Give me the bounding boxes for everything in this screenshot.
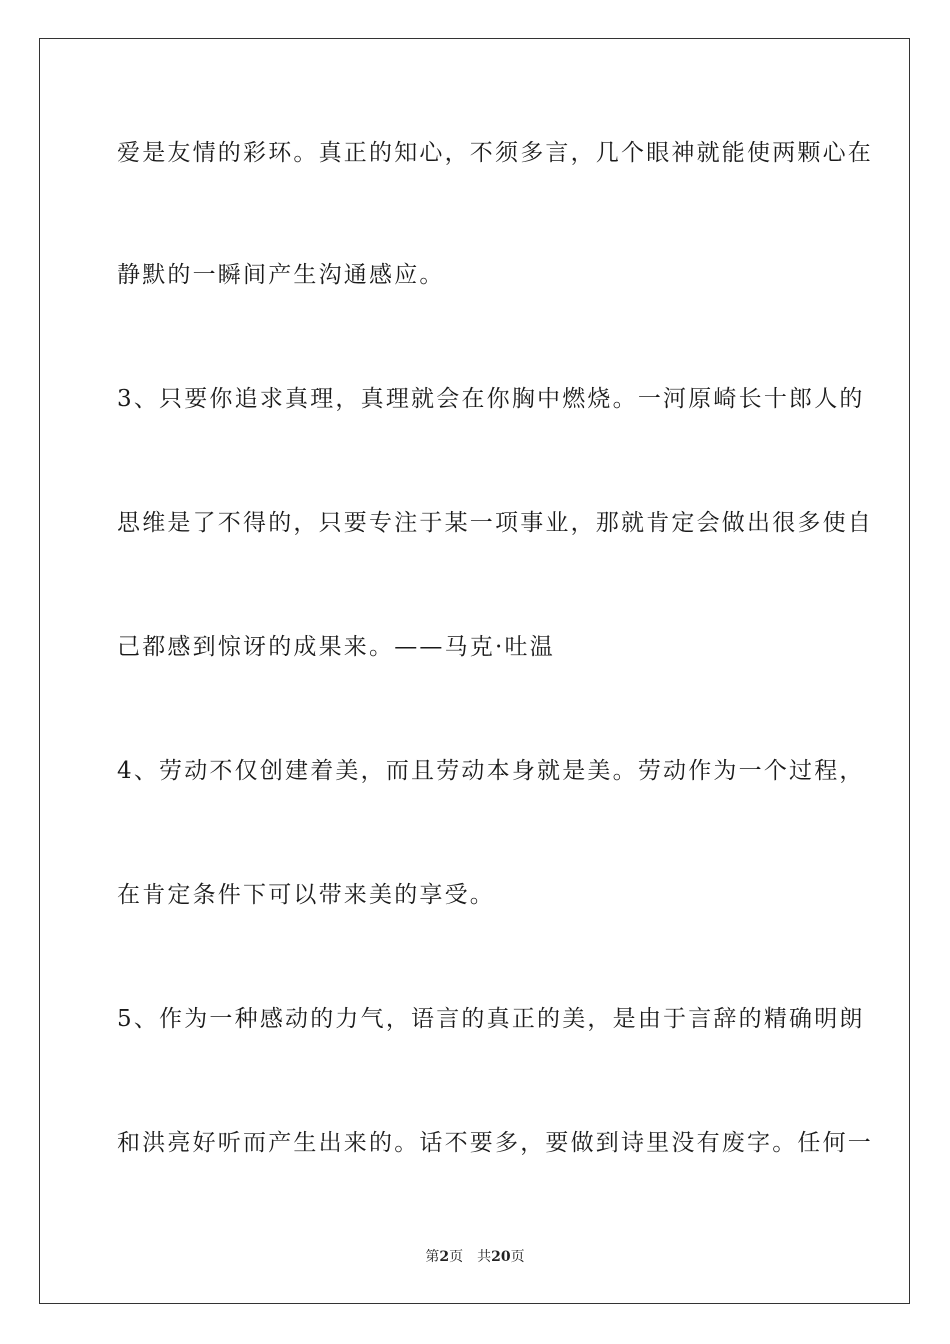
total-suffix: 页 <box>510 1249 525 1265</box>
text-line-2: 静默的一瞬间产生沟通感应。 <box>117 262 445 288</box>
page-indicator <box>425 1249 463 1265</box>
total-pages-indicator <box>477 1249 524 1265</box>
text-line-5: 己都感到惊讶的成果来。——马克·吐温 <box>117 634 555 660</box>
page-footer <box>0 1248 950 1266</box>
text-line-7: 在肯定条件下可以带来美的享受。 <box>117 882 495 908</box>
page-border <box>39 38 910 1304</box>
text-line-3: 3、只要你追求真理，真理就会在你胸中燃烧。一河原崎长十郎人的 <box>117 386 865 412</box>
text-line-8: 5、作为一种感动的力气，语言的真正的美，是由于言辞的精确明朗 <box>117 1006 865 1032</box>
text-line-1: 爱是友情的彩环。真正的知心，不须多言，几个眼神就能使两颗心在 <box>117 140 873 166</box>
total-prefix: 共 <box>477 1249 492 1265</box>
text-line-6: 4、劳动不仅创建着美，而且劳动本身就是美。劳动作为一个过程， <box>117 758 865 784</box>
page-prefix: 第 <box>425 1249 440 1265</box>
page-suffix: 页 <box>449 1249 464 1265</box>
text-line-9: 和洪亮好听而产生出来的。话不要多，要做到诗里没有废字。任何一 <box>117 1130 873 1156</box>
total-pages-number: 20 <box>491 1249 511 1265</box>
page-number: 2 <box>439 1249 450 1265</box>
text-line-4: 思维是了不得的，只要专注于某一项事业，那就肯定会做出很多使自 <box>117 510 873 536</box>
